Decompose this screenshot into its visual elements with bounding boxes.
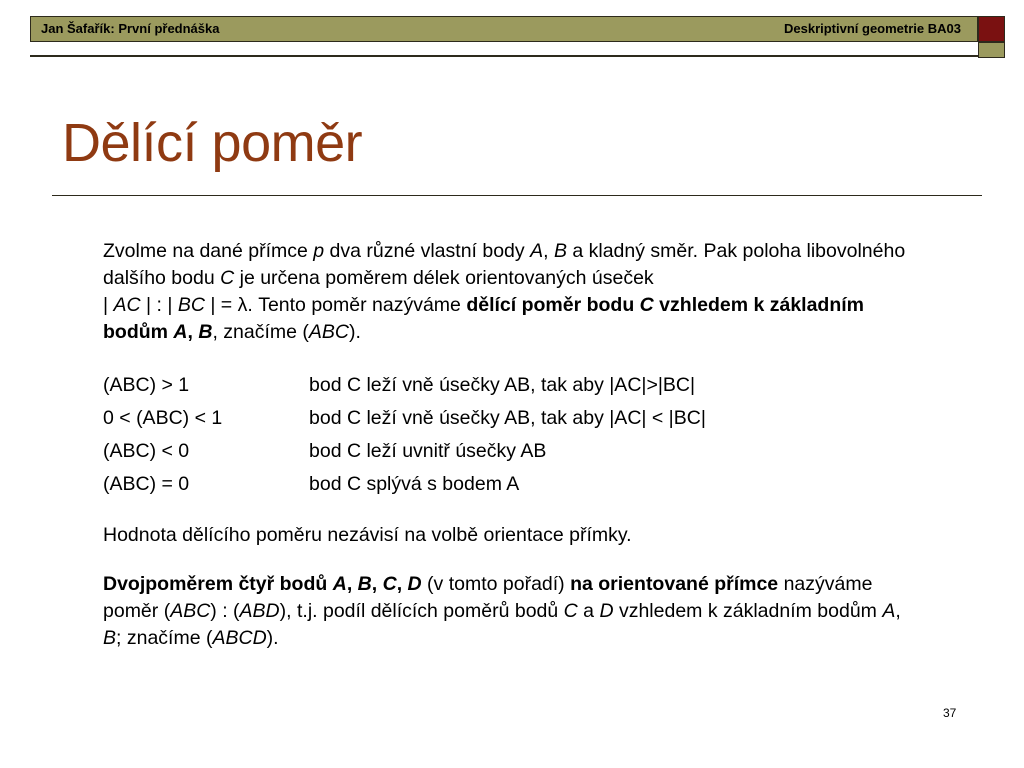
text-span: je určena poměrem délek orientovaných úseček [234,267,654,289]
header-underline [30,42,978,57]
bold-italic-symbol: B [357,573,372,595]
bold-term: na orientované přímce [570,573,779,595]
condition-row [103,471,923,504]
bold-italic-symbol: A [332,573,347,595]
text-span: | [103,294,114,316]
condition-row [103,372,923,405]
bold-term: dělící poměr bodu [466,294,640,316]
italic-symbol: ABD [239,600,280,622]
condition-row [103,438,923,471]
slide-content [103,238,923,652]
definition-paragraph [103,238,923,346]
bold-term: , [346,573,358,595]
text-span: ). [349,321,361,343]
bold-italic-symbol: C [382,573,397,595]
text-span: , značíme ( [212,321,309,343]
condition-description: bod C splývá s bodem A [309,473,520,495]
text-span: , [895,600,901,622]
text-span: Zvolme na dané přímce [103,240,314,262]
condition-description: bod C leží vně úsečky AB, tak aby |AC|>|BC| [309,374,696,396]
italic-symbol: ABC [308,321,349,343]
header-accent-red [978,16,1005,42]
header-bar [30,16,978,42]
slide-title: Dělící poměr [62,113,363,173]
page-number: 37 [943,706,957,720]
orientation-note: Hodnota dělícího poměru nezávisí na volbě orientace přímky. [103,524,632,546]
text-span: a [577,600,600,622]
italic-symbol: B [103,627,117,649]
condition-description: bod C leží uvnitř úsečky AB [309,440,547,462]
bold-italic-symbol: B [198,321,213,343]
text-span: ), t.j. podíl dělících poměrů bodů [279,600,564,622]
bold-term: Dvojpoměrem čtyř bodů [103,573,333,595]
condition-expression: (ABC) < 0 [103,440,190,462]
italic-symbol: BC [177,294,205,316]
italic-symbol: A [530,240,544,262]
text-span: ) : ( [210,600,240,622]
condition-description: bod C leží vně úsečky AB, tak aby |AC| < |BC| [309,407,706,429]
italic-symbol: D [599,600,614,622]
text-span: ). [266,627,279,649]
bold-italic-symbol: C [639,294,654,316]
italic-symbol: A [882,600,896,622]
text-span: nazýváme poměr ( [103,573,873,622]
italic-symbol: AC [113,294,141,316]
bold-term: , [371,573,383,595]
cross-ratio-paragraph [103,571,923,652]
condition-row [103,405,923,438]
condition-expression: (ABC) = 0 [103,473,190,495]
condition-expression: (ABC) > 1 [103,374,190,396]
bold-term: , [187,321,199,343]
text-span: | = λ. Tento poměr nazýváme [204,294,467,316]
condition-expression: 0 < (ABC) < 1 [103,407,223,429]
header-author: Jan Šafařík: První přednáška [41,21,220,36]
bold-italic-symbol: D [407,573,422,595]
text-span: | : | [140,294,178,316]
bold-term: , [396,573,408,595]
header-course: Deskriptivní geometrie BA03 [783,21,961,36]
italic-symbol: C [563,600,578,622]
italic-symbol: ABC [170,600,211,622]
bold-italic-symbol: A [173,321,188,343]
italic-symbol: p [313,240,325,262]
text-span: ; značíme ( [116,627,213,649]
title-divider [52,195,982,196]
italic-symbol: B [553,240,567,262]
italic-symbol: C [220,267,235,289]
bold-term: vzhledem k základním bodům [103,294,865,343]
text-span: a kladný směr. Pak poloha libovolného dalšího bodu [103,240,906,289]
italic-symbol: ABCD [212,627,267,649]
text-span: vzhledem k základním bodům [613,600,883,622]
conditions-list [103,372,923,504]
text-span: (v tomto pořadí) [421,573,571,595]
header-accent-olive [978,42,1005,58]
text-span: dva různé vlastní body [324,240,531,262]
text-span: , [543,240,554,262]
